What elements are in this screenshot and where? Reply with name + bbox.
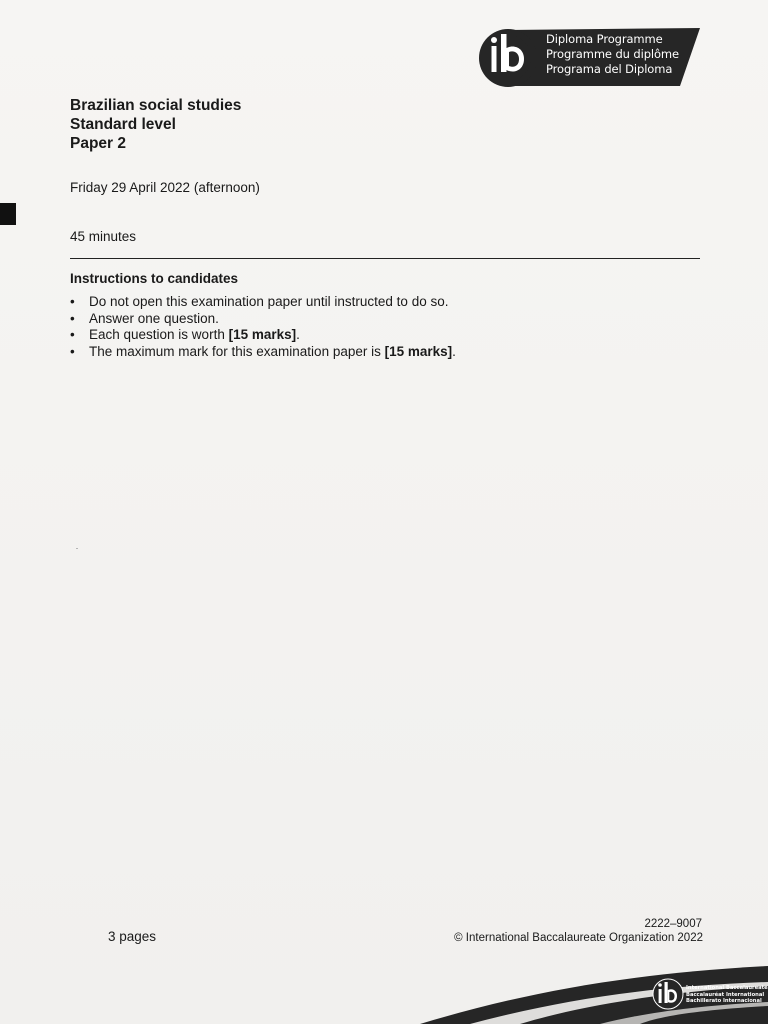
footer-swoosh-shape bbox=[0, 960, 768, 1024]
org-name-fr: Baccalauréat International bbox=[686, 991, 765, 998]
level-title: Standard level bbox=[70, 116, 176, 133]
exam-date: Friday 29 April 2022 (afternoon) bbox=[70, 180, 260, 195]
org-name-es: Bachillerato Internacional bbox=[686, 998, 762, 1005]
instruction-item bbox=[70, 327, 456, 344]
programme-names bbox=[546, 32, 679, 77]
subject-title: Brazilian social studies bbox=[70, 97, 242, 114]
ib-footer-logo-icon bbox=[653, 979, 683, 1009]
instruction-suffix: . bbox=[296, 327, 300, 342]
instruction-text: Answer one question. bbox=[89, 310, 219, 326]
instruction-item bbox=[70, 294, 456, 311]
programme-name-fr: Programme du diplôme bbox=[546, 47, 680, 61]
paper-code: 2222–9007 bbox=[644, 918, 702, 930]
programme-name-en: Diploma Programme bbox=[546, 32, 663, 46]
page-count: 3 pages bbox=[108, 929, 157, 944]
ib-header-banner bbox=[474, 26, 702, 88]
programme-name-es: Programa del Diploma bbox=[546, 62, 673, 76]
paper-title: Paper 2 bbox=[70, 135, 127, 152]
bullet: • bbox=[70, 343, 75, 359]
instruction-text: Each question is worth bbox=[89, 327, 229, 342]
copyright-notice: © International Baccalaureate Organization 2022 bbox=[454, 932, 703, 944]
instructions-list bbox=[70, 294, 456, 360]
instruction-item bbox=[70, 311, 456, 328]
registration-mark bbox=[0, 203, 16, 225]
org-name-en: International Baccalaureate bbox=[686, 985, 768, 991]
marks-emphasis: [15 marks] bbox=[384, 343, 453, 359]
bullet: • bbox=[70, 294, 75, 309]
marks-emphasis: [15 marks] bbox=[228, 327, 297, 342]
paper-speck bbox=[76, 548, 78, 549]
exam-heading bbox=[70, 96, 241, 153]
bullet: • bbox=[70, 310, 75, 326]
org-names bbox=[686, 985, 768, 1005]
instruction-text: The maximum mark for this examination paper is bbox=[89, 343, 385, 359]
bullet: • bbox=[70, 327, 75, 342]
exam-duration: 45 minutes bbox=[70, 229, 137, 244]
instruction-item bbox=[70, 344, 456, 361]
instructions-title: Instructions to candidates bbox=[70, 271, 239, 286]
ib-footer-swoosh bbox=[0, 960, 768, 1024]
instruction-text: Do not open this examination paper until instructed to do so. bbox=[89, 294, 449, 309]
instruction-suffix: . bbox=[452, 343, 456, 359]
divider-line bbox=[70, 258, 700, 259]
